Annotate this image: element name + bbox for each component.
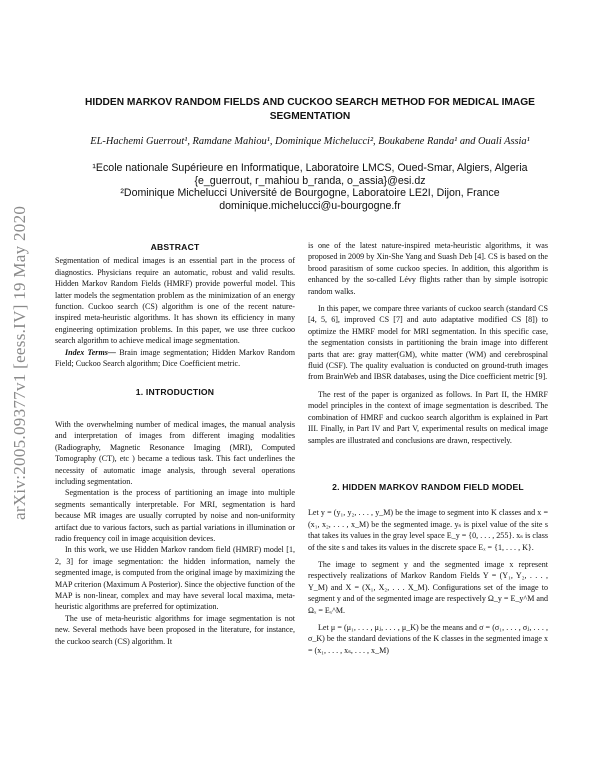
affiliations [90,162,530,212]
affiliation-1-emails: {e_guerrout, r_mahiou b_randa, o_assia}@esi.dz [194,174,426,187]
index-terms-text: Brain image segmentation; Hidden Markov Random Field; Cuckoo Search algorithm; Dice Coefficient metric. [55,347,296,369]
intro-paragraph-4: The use of meta-heuristic algorithms for image segmentation is not new. Several methods have been proposed in the literature, for instance, the cuckoo search (CS) algorithm. It [55,613,295,646]
left-column [55,242,295,647]
intro-paragraph-5: In this paper, we compare three variants of cuckoo search (standard CS [4, 5, 6], improved CS [7] and auto adaptative modified CS [8]) to optimize the HMRF model for MRI segmentation. In this specific case, the segmentation consists in partitioning the brain image into different parts that are: gray matter(GM), white matter (WM) and cerebrospinal fluid (CSF). The quality evaluation is conducted on ground-truth images from BrainWeb and IBSR databases, using the Dice coefficient metric [9]. [308,304,548,382]
index-terms [55,347,295,370]
arxiv-identifier: arXiv:2005.09377v1 [eess.IV] 19 May 2020 [10,205,29,520]
hmrf-section-heading: 2. HIDDEN MARKOV RANDOM FIELD MODEL [332,481,524,492]
intro-paragraph-2: Segmentation is the process of partitioning an image into multiple segments semantically interpretable. For MRI, segmentation is hard because MR images are usually corrupted by noise and non-uniformity artifact due to various factors, such as partial variations in illumination or radio frequency coil in image acquisition devices. [55,488,295,543]
intro-paragraph-4-continued: is one of the latest nature-inspired meta-heuristic algorithms, it was proposed in 2009 by Xin-She Yang and Suash Deb [4]. CS is based on the brood parasitism of some cuckoo species. In addition, this algorithm is enhanced by the so-called Lévy flights rather than by simple isotropic random walks. [308,241,548,296]
abstract-text: Segmentation of medical images is an essential part in the process of diagnostics. Physicians require an automatic, robust and valid results. Hidden Markov Random Fields (HMRF) provide powerful model. This latter models the segmentation problem as the minimization of an energy function. Cuckoo search (CS) algorithm is one of the recent nature-inspired meta-heuristic algorithms. It has shown its efficiency in many engineering optimization problems. In this paper, we use three cuckoo search algorithm to achieve medical image segmentation. [55,256,295,346]
hmrf-paragraph-2: The image to segment y and the segmented image x represent respectively realizations of Markov Random Fields Y = (Y₁, Y₂, . . . , Y_M) and X = (X₁, X₂, . . . X_M). Configurations set of the image to segment y and of the segmented image are respectively Ω_y = E_y^M and Ωₓ = Eₓ^M. [308,559,548,615]
introduction-heading: 1. INTRODUCTION [135,387,215,398]
hmrf-paragraph-1: Let y = (y₁, y₂, . . . , y_M) be the image to segment into K classes and x = (x₁, x₂, . . . , x_M) be the segmented image. yₛ is pixel value of the site s that takes its values in the gray level space E_y = {0, . . . , 255}. xₛ is class of the site s and takes its values in the discrete space Eₓ = {1, . . . , K}. [308,508,549,552]
author-list: EL-Hachemi Guerrout¹, Ramdane Mahiou¹, Dominique Michelucci², Boukabene Randa¹ and Ouali Assia¹ [90,136,530,147]
paper-title: HIDDEN MARKOV RANDOM FIELDS AND CUCKOO SEARCH METHOD FOR MEDICAL IMAGE SEGMENTATION [85,97,535,122]
index-terms-label: Index Terms— [65,347,116,357]
affiliation-1: ¹Ecole nationale Supérieure en Informatique, Laboratoire LMCS, Oued-Smar, Algiers, Algeria [92,162,528,174]
hmrf-paragraph-3: Let μ = (μ₁, . . . , μⱼ, . . . , μ_K) be the means and σ = (σ₁, . . . , σⱼ, . . . , σ_K) be the standard deviations of the K classes in the segmented image x = (x₁, . . . , xₛ, . . . , x_M) [308,622,548,655]
abstract-heading: ABSTRACT [150,242,200,252]
affiliation-2: ²Dominique Michelucci Université de Bourgogne, Laboratoire LE2I, Dijon, France [120,187,500,200]
intro-paragraph-3: In this work, we use Hidden Markov random field (HMRF) model [1, 2, 3] for image segmentation: the hidden information, namely the segmented image, is computed from the original image by maximizing the MAP criterion (Maximum A Posterior). Since the objective function of the MAP is non-linear, complex and may have several local maxima, meta-heuristic algorithms are preferred for optimization. [55,545,295,612]
intro-paragraph-1: With the overwhelming number of medical images, the manual analysis and interpretation of images from different imaging modalities (Radiography, Magnetic Resonance Imaging (MRI), Computed Tomography (CT), etc ) became a tedious task. This fact underlines the necessity of automatic image analysis, through several operations including segmentation. [55,419,295,486]
affiliation-2-email: dominique.michelucci@u-bourgogne.fr [219,199,401,212]
right-column [308,240,548,656]
intro-paragraph-6: The rest of the paper is organized as follows. In Part II, the HMRF model principles in the context of image segmentation is described. The combination of HMRF and cuckoo search algorithm is explained in Part III. Finally, in Part IV and Part V, experimental results on medical image samples are illustrated and conclusions are drawn, respectively. [308,389,548,445]
